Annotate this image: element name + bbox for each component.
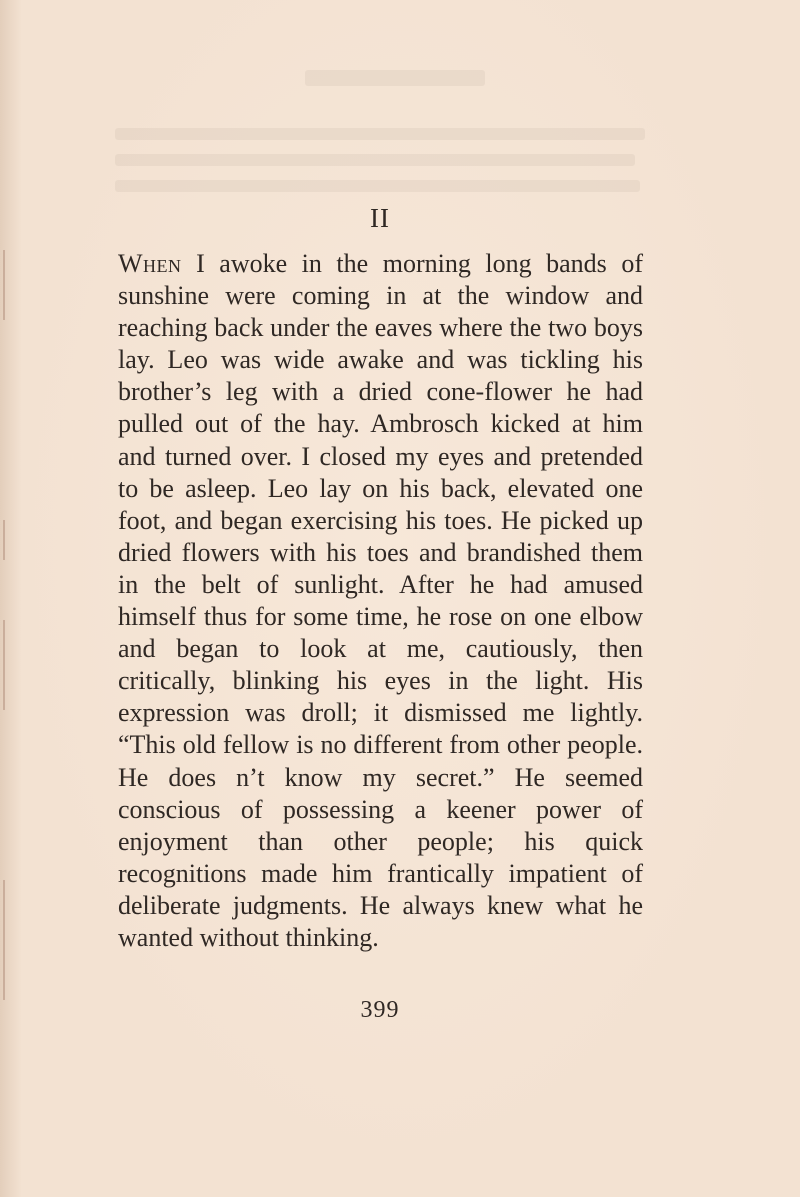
chapter-heading: II [370, 203, 390, 233]
page-number: 399 [360, 997, 400, 1023]
gutter-shadow [3, 250, 5, 320]
gutter-shadow [3, 520, 5, 560]
gutter-shadow [3, 620, 5, 710]
bleed-through-text [115, 70, 655, 200]
gutter-shadow [3, 880, 5, 1000]
paragraph-text: I awoke in the morning long bands of sunshine were coming in at the window and reaching back under the eaves where the two boys lay. Leo was wide awake and was tickling his brother’s leg with a dried cone-flower he had pulled out of the hay. Ambrosch kicked at him and turned over. I closed my eyes and pretended to be asleep. Leo lay on his back, elevated one foot, and began exercising his toes. He picked up dried flowers with his toes and brandished them in the belt of sunlight. After he had amused himself thus for some time, he rose on one elbow and began to look at me, cautiously, then critically, blinking his eyes in the light. His expression was droll; it dismissed me lightly. “This old fellow is no different from other people. He does n’t know my secret.” He seemed conscious of possessing a keener power of enjoyment than other people; his quick recognitions made him frantically impatient of deliberate judgments. He always knew what he wanted without thinking. [118, 249, 643, 952]
paragraph-lead-word: When [118, 249, 182, 278]
body-paragraph [118, 248, 643, 954]
